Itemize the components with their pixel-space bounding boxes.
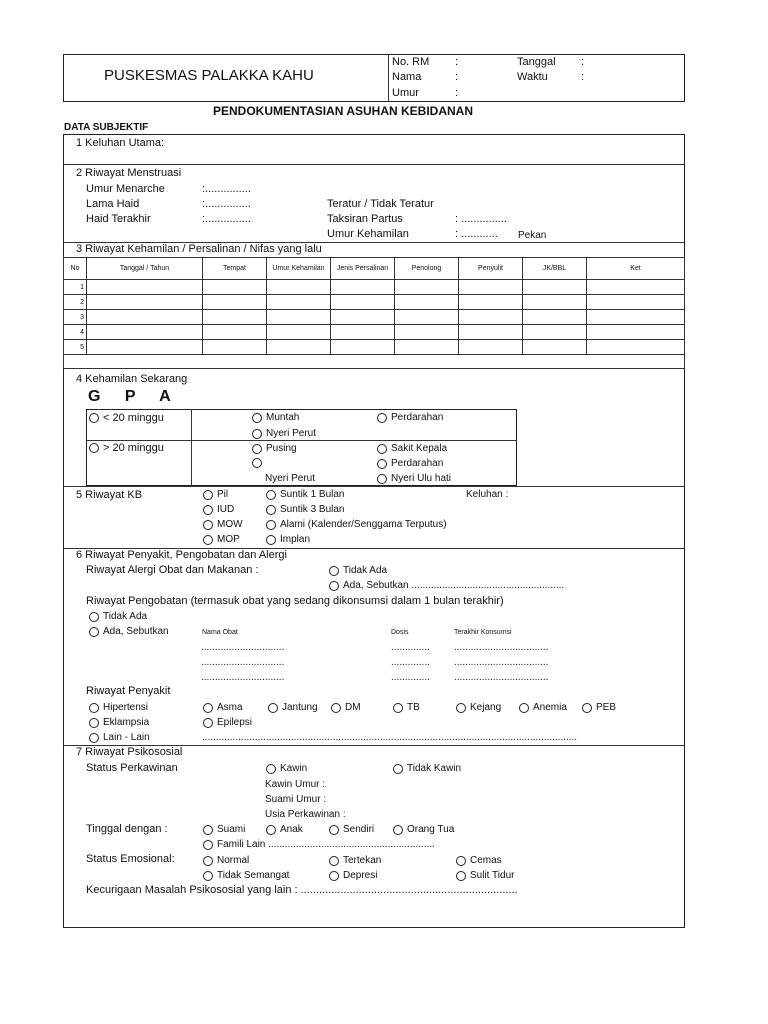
option-tidak-kawin[interactable] <box>393 763 461 774</box>
radio-icon[interactable] <box>377 474 387 484</box>
option-perdarahan-2[interactable] <box>377 458 443 469</box>
option-kawin[interactable] <box>266 763 307 774</box>
dosis-header: Dosis <box>391 629 409 636</box>
option-lain-lain[interactable] <box>89 732 150 743</box>
status-emosional-label: Status Emosional: <box>86 853 175 865</box>
th-jenis-persalinan: Jenis Persalinan <box>331 258 395 280</box>
table-cell[interactable] <box>395 280 459 295</box>
option-label: Sakit Kepala <box>391 443 448 454</box>
umur-kehamilan-label: Umur Kehamilan <box>327 228 409 240</box>
option-label: Famili Lain ............................................................ <box>217 839 435 850</box>
table-cell[interactable] <box>395 340 459 355</box>
option-label: Pusing <box>266 443 297 454</box>
table-row <box>64 295 685 310</box>
table-cell[interactable] <box>331 280 395 295</box>
option-sendiri[interactable] <box>329 824 374 835</box>
keluhan-utama-label: 1 Keluhan Utama: <box>76 137 165 149</box>
table-cell[interactable] <box>459 325 523 340</box>
usia-perkawinan-label: Usia Perkawinan : <box>265 809 346 820</box>
dosis-1[interactable]: .............. <box>391 642 430 653</box>
radio-icon[interactable] <box>89 733 99 743</box>
option-iud[interactable] <box>203 504 234 515</box>
radio-icon[interactable] <box>266 764 276 774</box>
table-row <box>64 280 685 295</box>
option-lt20[interactable] <box>89 412 164 424</box>
option-jantung[interactable] <box>268 702 318 713</box>
radio-icon[interactable] <box>89 627 99 637</box>
option-depresi[interactable] <box>329 870 377 881</box>
option-label: Lain - Lain <box>103 732 150 743</box>
radio-icon[interactable] <box>89 413 99 423</box>
radio-icon[interactable] <box>89 703 99 713</box>
riwayat-kehamilan-label: 3 Riwayat Kehamilan / Persalinan / Nifas yang lalu <box>76 243 322 255</box>
table-cell[interactable] <box>523 325 587 340</box>
option-label: Asma <box>217 702 243 713</box>
page-title: PENDOKUMENTASIAN ASUHAN KEBIDANAN <box>213 104 474 118</box>
radio-icon[interactable] <box>393 825 403 835</box>
radio-icon[interactable] <box>329 581 339 591</box>
kehamilan-sekarang-label: 4 Kehamilan Sekarang <box>76 373 188 385</box>
taksiran-value[interactable]: : ............... <box>455 213 507 225</box>
option-alergi-tidak-ada[interactable] <box>329 565 387 576</box>
radio-icon[interactable] <box>89 718 99 728</box>
option-muntah[interactable] <box>252 412 299 423</box>
table-cell[interactable] <box>203 310 267 325</box>
option-label: Tidak Semangat <box>217 870 290 881</box>
radio-icon[interactable] <box>252 458 262 468</box>
option-kejang[interactable] <box>456 702 501 713</box>
option-label: PEB <box>596 702 617 713</box>
table-cell[interactable] <box>395 325 459 340</box>
waktu-colon: : <box>581 71 585 83</box>
option-label: Tidak Ada <box>343 565 388 576</box>
clinic-name: PUSKESMAS PALAKKA KAHU <box>104 67 314 84</box>
table-cell[interactable] <box>459 340 523 355</box>
option-perdarahan[interactable] <box>377 412 443 423</box>
option-orang-tua[interactable] <box>393 824 454 835</box>
option-label: < 20 minggu <box>103 412 164 424</box>
option-pengobatan-tidak-ada[interactable] <box>89 611 147 622</box>
option-label: Jantung <box>282 702 318 713</box>
alergi-label: Riwayat Alergi Obat dan Makanan : <box>86 564 259 576</box>
option-label: Cemas <box>470 855 502 866</box>
umur-colon: : <box>455 87 459 99</box>
tanggal-label: Tanggal <box>517 56 556 68</box>
table-cell[interactable] <box>395 310 459 325</box>
option-label: Ada, Sebutkan <box>103 626 169 637</box>
table-cell[interactable] <box>523 280 587 295</box>
option-label: Kejang <box>470 702 502 713</box>
option-label: MOP <box>217 534 240 545</box>
lama-haid-value[interactable]: :............... <box>202 198 251 210</box>
nama-colon: : <box>455 71 459 83</box>
table-cell[interactable] <box>523 340 587 355</box>
th-jk-bbl: JK/BBL <box>523 258 587 280</box>
table-cell[interactable] <box>331 325 395 340</box>
kehamilan-box-divider <box>86 440 517 441</box>
option-eklampsia[interactable] <box>89 717 149 728</box>
option-suntik-3[interactable] <box>266 504 345 515</box>
th-ket: Ket <box>587 258 685 280</box>
option-label: MOW <box>217 519 243 530</box>
status-perkawinan-label: Status Perkawinan <box>86 762 178 774</box>
radio-icon[interactable] <box>329 566 339 576</box>
option-sakit-kepala[interactable] <box>377 443 447 454</box>
terakhir-2[interactable]: .................................. <box>454 657 549 668</box>
pengobatan-label: Riwayat Pengobatan (termasuk obat yang sedang dikonsumsi dalam 1 bulan terakhir) <box>86 595 504 607</box>
option-tidak-semangat[interactable] <box>203 870 289 881</box>
option-sulit-tidur[interactable] <box>456 870 514 881</box>
terakhir-1[interactable]: .................................. <box>454 642 549 653</box>
option-tertekan[interactable] <box>329 855 381 866</box>
radio-icon[interactable] <box>266 535 276 545</box>
option-label: Tidak Ada <box>103 611 148 622</box>
option-label: Depresi <box>343 870 378 881</box>
radio-icon[interactable] <box>203 825 213 835</box>
radio-icon[interactable] <box>519 703 529 713</box>
table-cell[interactable] <box>331 310 395 325</box>
option-label: Nyeri Perut <box>266 428 317 439</box>
option-label: Sendiri <box>343 824 375 835</box>
nama-obat-1[interactable]: .............................. <box>201 642 285 653</box>
table-cell[interactable] <box>203 295 267 310</box>
dosis-2[interactable]: .............. <box>391 657 430 668</box>
dosis-3[interactable]: .............. <box>391 672 430 683</box>
option-label: Anak <box>280 824 303 835</box>
table-cell[interactable] <box>267 280 331 295</box>
option-label: Anemia <box>533 702 567 713</box>
radio-icon[interactable] <box>203 520 213 530</box>
gpa-label[interactable]: G P A <box>88 388 181 405</box>
radio-icon[interactable] <box>266 490 276 500</box>
radio-icon[interactable] <box>393 764 403 774</box>
lain-lain-value[interactable]: ....................................................................................................................................... <box>202 732 578 743</box>
section-title: DATA SUBJEKTIF <box>64 122 149 133</box>
table-cell[interactable] <box>331 340 395 355</box>
waktu-label: Waktu <box>517 71 548 83</box>
option-pengobatan-ada[interactable] <box>89 626 169 637</box>
psikososial-label: 7 Riwayat Psikososial <box>76 746 183 758</box>
option-hipertensi[interactable] <box>89 702 148 713</box>
nama-obat-3[interactable]: .............................. <box>201 672 285 683</box>
table-cell[interactable] <box>459 280 523 295</box>
terakhir-3[interactable]: .................................. <box>454 672 549 683</box>
radio-icon[interactable] <box>203 718 213 728</box>
table-cell <box>64 355 87 369</box>
table-cell[interactable] <box>87 295 203 310</box>
radio-icon[interactable] <box>329 871 339 881</box>
option-dm[interactable] <box>331 702 361 713</box>
option-label: Orang Tua <box>407 824 455 835</box>
option-label: Tertekan <box>343 855 382 866</box>
row-no: 3 <box>64 310 87 325</box>
option-implan[interactable] <box>266 534 310 545</box>
option-anak[interactable] <box>266 824 303 835</box>
option-alergi-ada[interactable] <box>329 580 564 591</box>
divider-1 <box>63 164 685 165</box>
option-pil[interactable] <box>203 489 228 500</box>
menstruasi-label: 2 Riwayat Menstruasi <box>76 167 182 179</box>
th-umur-kehamilan: Umur Kehamilan <box>267 258 331 280</box>
radio-icon[interactable] <box>203 840 213 850</box>
taksiran-label: Taksiran Partus <box>327 213 403 225</box>
option-label: Tidak Kawin <box>407 763 462 774</box>
umur-menarche-value[interactable]: :............... <box>202 183 251 195</box>
table-cell[interactable] <box>459 295 523 310</box>
radio-icon[interactable] <box>203 856 213 866</box>
table-row <box>64 340 685 355</box>
riwayat-penyakit-label: Riwayat Penyakit <box>86 685 171 697</box>
radio-icon[interactable] <box>252 444 262 454</box>
radio-icon[interactable] <box>268 703 278 713</box>
radio-icon[interactable] <box>252 413 262 423</box>
nama-label: Nama <box>392 71 422 83</box>
radio-icon[interactable] <box>89 612 99 622</box>
option-gt20[interactable] <box>89 442 164 454</box>
kehamilan-box-vdivider <box>191 409 192 486</box>
option-label: Perdarahan <box>391 412 444 423</box>
row-no: 1 <box>64 280 87 295</box>
option-epilepsi[interactable] <box>203 717 252 728</box>
option-pusing[interactable] <box>252 443 297 454</box>
option-normal[interactable] <box>203 855 249 866</box>
divider-4 <box>63 486 685 487</box>
option-label: TB <box>407 702 420 713</box>
haid-terakhir-label: Haid Terakhir <box>86 213 151 225</box>
option-nyeri-ulu-hati[interactable] <box>377 473 451 484</box>
option-mow[interactable] <box>203 519 243 530</box>
radio-icon[interactable] <box>456 856 466 866</box>
option-label: Suami <box>217 824 246 835</box>
radio-icon[interactable] <box>203 871 213 881</box>
suami-umur-label: Suami Umur : <box>265 794 327 805</box>
table-cell[interactable] <box>87 310 203 325</box>
option-label: Implan <box>280 534 311 545</box>
option-suntik-1[interactable] <box>266 489 345 500</box>
radio-icon[interactable] <box>329 825 339 835</box>
table-cell[interactable] <box>87 340 203 355</box>
option-anemia[interactable] <box>519 702 567 713</box>
option-label: Perdarahan <box>391 458 444 469</box>
keluhan-kb-label: Keluhan : <box>466 489 509 500</box>
option-label: Suntik 3 Bulan <box>280 504 345 515</box>
riwayat-penyakit-section-label: 6 Riwayat Penyakit, Pengobatan dan Alergi <box>76 549 287 561</box>
table-cell[interactable] <box>587 295 685 310</box>
table-row <box>64 355 685 369</box>
table-cell[interactable] <box>459 310 523 325</box>
table-row <box>64 310 685 325</box>
radio-icon[interactable] <box>266 505 276 515</box>
riwayat-kehamilan-table <box>63 257 685 369</box>
table-cell[interactable] <box>395 295 459 310</box>
radio-icon[interactable] <box>456 703 466 713</box>
table-cell[interactable] <box>587 280 685 295</box>
table-cell[interactable] <box>331 295 395 310</box>
no-rm-colon: : <box>455 56 459 68</box>
option-label: Ada, Sebutkan ....................................................... <box>343 580 565 591</box>
th-penolong: Penolong <box>395 258 459 280</box>
table-cell[interactable] <box>267 310 331 325</box>
radio-icon[interactable] <box>582 703 592 713</box>
option-label: DM <box>345 702 361 713</box>
table-cell[interactable] <box>203 280 267 295</box>
tanggal-colon: : <box>581 56 585 68</box>
option-label: Kawin <box>280 763 308 774</box>
option-label: Nyeri Ulu hati <box>391 473 452 484</box>
option-label: IUD <box>217 504 235 515</box>
th-no: No <box>64 258 87 280</box>
radio-icon[interactable] <box>331 703 341 713</box>
table-cell[interactable] <box>587 325 685 340</box>
option-peb[interactable] <box>582 702 616 713</box>
table-cell[interactable] <box>203 325 267 340</box>
row-no: 4 <box>64 325 87 340</box>
radio-icon[interactable] <box>203 703 213 713</box>
nyeri-perut-2-label: Nyeri Perut <box>265 473 316 484</box>
option-label: Epilepsi <box>217 717 253 728</box>
row-no: 2 <box>64 295 87 310</box>
table-cell[interactable] <box>267 325 331 340</box>
option-label: Normal <box>217 855 250 866</box>
option-mop[interactable] <box>203 534 240 545</box>
option-tb[interactable] <box>393 702 420 713</box>
riwayat-kb-label: 5 Riwayat KB <box>76 489 143 501</box>
option-nyeri-perut[interactable] <box>252 428 316 439</box>
radio-icon[interactable] <box>266 520 276 530</box>
radio-icon[interactable] <box>89 443 99 453</box>
nama-obat-header: Nama Obat <box>202 629 238 636</box>
radio-icon[interactable] <box>393 703 403 713</box>
teratur-label: Teratur / Tidak Teratur <box>327 198 434 210</box>
radio-icon[interactable] <box>377 444 387 454</box>
tinggal-dengan-label: Tinggal dengan : <box>86 823 168 835</box>
table-row <box>64 325 685 340</box>
terakhir-konsumsi-header: Terakhir Konsumsi <box>454 629 512 636</box>
option-asma[interactable] <box>203 702 243 713</box>
table-cell[interactable] <box>267 340 331 355</box>
radio-icon[interactable] <box>377 459 387 469</box>
table-cell[interactable] <box>523 295 587 310</box>
option-alami[interactable] <box>266 519 447 530</box>
table-cell[interactable] <box>267 295 331 310</box>
umur-menarche-label: Umur Menarche <box>86 183 165 195</box>
header-divider <box>388 54 389 102</box>
table-cell[interactable] <box>523 310 587 325</box>
radio-icon[interactable] <box>203 505 213 515</box>
option-label: Eklampsia <box>103 717 150 728</box>
option-label: Alami (Kalender/Senggama Terputus) <box>280 519 447 530</box>
radio-icon[interactable] <box>252 429 262 439</box>
option-label: Pil <box>217 489 229 500</box>
radio-icon[interactable] <box>203 535 213 545</box>
option-label: Sulit Tidur <box>470 870 515 881</box>
pekan-label: Pekan <box>518 230 547 241</box>
radio-icon[interactable] <box>203 490 213 500</box>
radio-icon[interactable] <box>329 856 339 866</box>
umur-kehamilan-value[interactable]: : ............ <box>455 228 498 240</box>
option-label: Hipertensi <box>103 702 149 713</box>
th-tempat: Tempat <box>203 258 267 280</box>
option-blank[interactable] <box>252 458 262 468</box>
table-cell[interactable] <box>203 340 267 355</box>
option-famili-lain[interactable] <box>203 839 435 850</box>
radio-icon[interactable] <box>266 825 276 835</box>
th-tanggal: Tanggal / Tahun <box>87 258 203 280</box>
option-label: Muntah <box>266 412 300 423</box>
lama-haid-label: Lama Haid <box>86 198 140 210</box>
row-no: 5 <box>64 340 87 355</box>
radio-icon[interactable] <box>377 413 387 423</box>
table-cell[interactable] <box>587 310 685 325</box>
kawin-umur-label: Kawin Umur : <box>265 779 326 790</box>
kecurigaan-label[interactable]: Kecurigaan Masalah Psikososial yang lain : ....................................................................... <box>86 884 518 896</box>
th-penyulit: Penyulit <box>459 258 523 280</box>
option-label: Suntik 1 Bulan <box>280 489 345 500</box>
option-cemas[interactable] <box>456 855 502 866</box>
no-rm-label: No. RM <box>392 56 430 68</box>
table-cell[interactable] <box>87 325 203 340</box>
umur-label: Umur <box>392 87 419 99</box>
table-cell[interactable] <box>87 280 203 295</box>
option-suami[interactable] <box>203 824 245 835</box>
option-label: > 20 minggu <box>103 442 164 454</box>
table-cell <box>87 355 685 369</box>
table-cell[interactable] <box>587 340 685 355</box>
radio-icon[interactable] <box>456 871 466 881</box>
haid-terakhir-value[interactable]: :............... <box>202 213 251 225</box>
nama-obat-2[interactable]: .............................. <box>201 657 285 668</box>
